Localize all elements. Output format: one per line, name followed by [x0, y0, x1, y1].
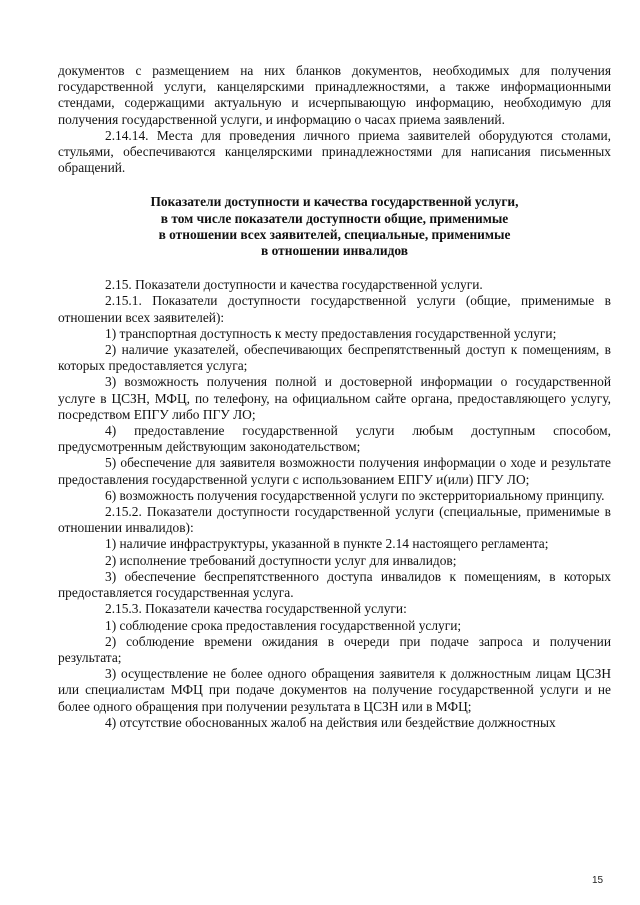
paragraph: 2.15.2. Показатели доступности государственной услуги (специальные, применимые в отношении инвалидов):: [58, 504, 611, 536]
list-item: 2) соблюдение времени ожидания в очереди при подаче запроса и получении результата;: [58, 633, 611, 665]
list-item: 2) наличие указателей, обеспечивающих беспрепятственный доступ к помещениям, в которых предоставляется услуга;: [58, 342, 611, 374]
list-item: 3) возможность получения полной и достоверной информации о государственной услуге в ЦСЗН, МФЦ, по телефону, на официальном сайте органа, предоставляющего услугу, посредством ЕПГУ либо ПГУ ЛО;: [58, 374, 611, 422]
list-item: 1) соблюдение срока предоставления государственной услуги;: [105, 617, 462, 633]
list-item: 3) обеспечение беспрепятственного доступа инвалидов к помещениям, в которых предоставляется государственная услуга.: [58, 568, 611, 601]
list-item: 4) отсутствие обоснованных жалоб на действия или бездействие должностных: [105, 714, 556, 730]
section-heading-line: Показатели доступности и качества государственной услуги,: [150, 194, 519, 210]
list-item: 1) транспортная доступность к месту предоставления государственной услуги;: [105, 325, 557, 341]
page-number: 15: [592, 875, 604, 886]
list-item: 5) обеспечение для заявителя возможности получения информации о ходе и результате предоставления государственной услуги с использованием ЕПГУ и(или) ПГУ ЛО;: [58, 455, 611, 487]
document-body: [58, 63, 611, 731]
list-item: 4) предоставление государственной услуги любым доступным способом, предусмотренным действующим законодательством;: [58, 423, 611, 455]
list-item: 2) исполнение требований доступности услуг для инвалидов;: [105, 552, 457, 568]
list-item: 6) возможность получения государственной услуги по экстерриториальному принципу.: [105, 487, 605, 503]
list-item: 1) наличие инфраструктуры, указанной в пункте 2.14 настоящего регламента;: [105, 536, 549, 552]
section-heading-line: в том числе показатели доступности общие, применимые: [160, 210, 509, 226]
paragraph: 2.14.14. Места для проведения личного приема заявителей оборудуются столами, стульями, обеспечиваются канцелярскими принадлежностями для написания письменных обращений.: [58, 127, 611, 176]
paragraph: 2.15.3. Показатели качества государственной услуги:: [105, 601, 407, 617]
section-heading-line: в отношении инвалидов: [261, 243, 408, 259]
section-heading-line: в отношении всех заявителей, специальные, применимые: [158, 226, 511, 242]
paragraph: документов с размещением на них бланков документов, необходимых для получения государственной услуги, канцелярскими принадлежностями, а также информационными стендами, содержащими актуальную и исчерпывающую информацию, необходимую для получения государственной услуги, и информацию о часах приема заявлений.: [58, 63, 611, 127]
paragraph: 2.15.1. Показатели доступности государственной услуги (общие, применимые в отношении всех заявителей):: [58, 293, 611, 325]
list-item: 3) осуществление не более одного обращения заявителя к должностным лицам ЦСЗН или специалистам МФЦ при подаче документов на получение государственной услуги и не более одного обращения при получении результата в ЦСЗН или в МФЦ;: [58, 666, 611, 714]
section-heading: [58, 194, 611, 259]
paragraph: 2.15. Показатели доступности и качества государственной услуги.: [105, 277, 483, 293]
